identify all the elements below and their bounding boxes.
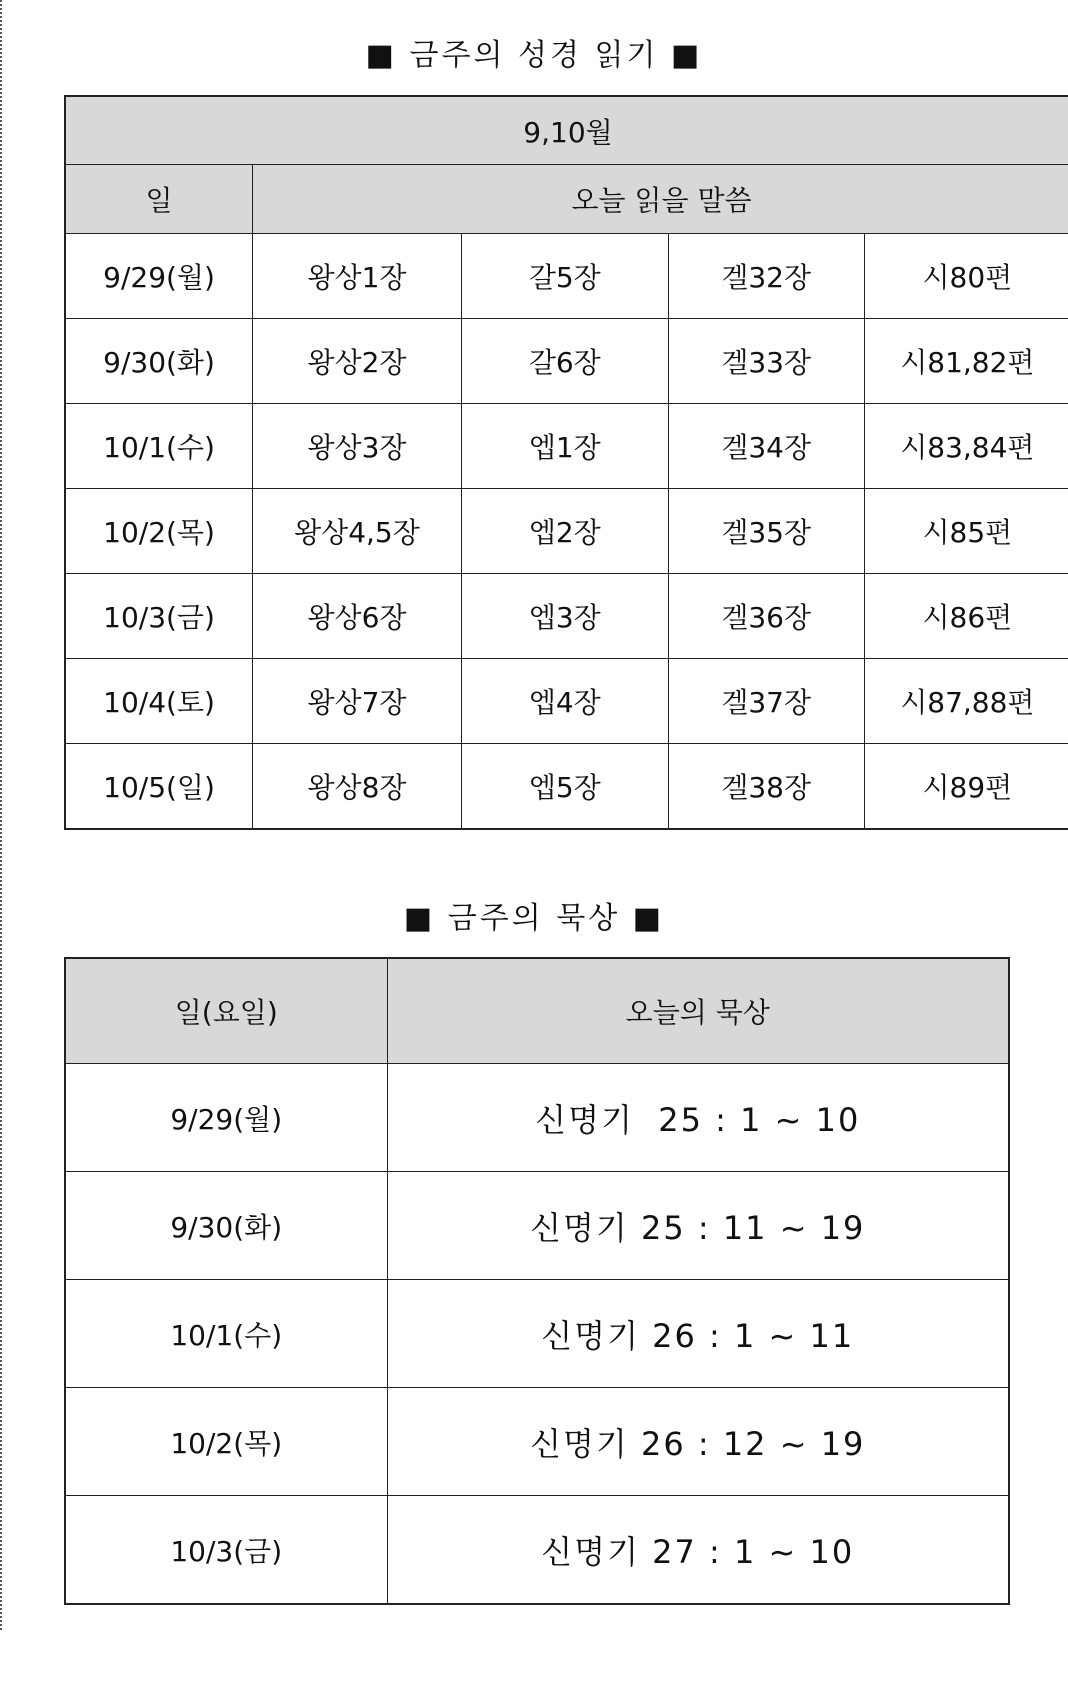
reading-cell: 엡1장 [461, 404, 668, 489]
reading-date: 10/3(금) [65, 574, 253, 659]
meditation-title: ■ 금주의 묵상 ■ [403, 901, 665, 936]
table-row [65, 234, 1068, 319]
meditation-reference: 신명기 25 : 1 ~ 10 [387, 1064, 1009, 1172]
reading-cell: 왕상8장 [253, 744, 462, 830]
meditation-date: 10/3(금) [65, 1496, 387, 1605]
meditation-date: 9/30(화) [65, 1172, 387, 1280]
reading-cell: 시81,82편 [864, 319, 1068, 404]
reading-cell: 엡2장 [461, 489, 668, 574]
meditation-date: 10/2(목) [65, 1388, 387, 1496]
meditation-date: 9/29(월) [65, 1064, 387, 1172]
reading-cell: 시80편 [864, 234, 1068, 319]
table-row [65, 744, 1068, 830]
table-row [65, 1388, 1009, 1496]
reading-cell: 왕상6장 [253, 574, 462, 659]
day-column-header: 일 [65, 165, 253, 234]
reading-date: 10/4(토) [65, 659, 253, 744]
reading-cell: 겔34장 [668, 404, 864, 489]
todays-reading-header: 오늘 읽을 말씀 [253, 165, 1068, 234]
table-row [65, 1172, 1009, 1280]
table-row [65, 1064, 1009, 1172]
reading-cell: 엡5장 [461, 744, 668, 830]
table-row [65, 1280, 1009, 1388]
bible-reading-table [64, 95, 1068, 830]
reading-cell: 시86편 [864, 574, 1068, 659]
reading-cell: 겔35장 [668, 489, 864, 574]
meditation-date: 10/1(수) [65, 1280, 387, 1388]
meditation-reference: 신명기 25 : 11 ~ 19 [387, 1172, 1009, 1280]
day-of-week-header: 일(요일) [65, 958, 387, 1064]
reading-cell: 왕상1장 [253, 234, 462, 319]
reading-plan-title: ■ 금주의 성경 읽기 ■ [365, 38, 703, 73]
reading-cell: 시87,88편 [864, 659, 1068, 744]
table-row [65, 489, 1068, 574]
reading-cell: 겔38장 [668, 744, 864, 830]
reading-cell: 갈6장 [461, 319, 668, 404]
reading-date: 10/1(수) [65, 404, 253, 489]
reading-cell: 겔36장 [668, 574, 864, 659]
reading-cell: 엡4장 [461, 659, 668, 744]
reading-cell: 엡3장 [461, 574, 668, 659]
table-row [65, 574, 1068, 659]
todays-meditation-header: 오늘의 묵상 [387, 958, 1009, 1064]
month-header: 9,10월 [65, 96, 1068, 165]
reading-date: 10/2(목) [65, 489, 253, 574]
reading-cell: 시83,84편 [864, 404, 1068, 489]
reading-cell: 갈5장 [461, 234, 668, 319]
meditation-reference: 신명기 26 : 1 ~ 11 [387, 1280, 1009, 1388]
left-dotted-rule [0, 0, 2, 1630]
table-row [65, 659, 1068, 744]
table-row [65, 1496, 1009, 1605]
reading-date: 9/29(월) [65, 234, 253, 319]
reading-cell: 시89편 [864, 744, 1068, 830]
reading-cell: 왕상2장 [253, 319, 462, 404]
meditation-reference: 신명기 26 : 12 ~ 19 [387, 1388, 1009, 1496]
reading-date: 10/5(일) [65, 744, 253, 830]
meditation-table [64, 957, 1010, 1605]
reading-cell: 시85편 [864, 489, 1068, 574]
reading-cell: 겔37장 [668, 659, 864, 744]
table-row [65, 404, 1068, 489]
reading-cell: 왕상7장 [253, 659, 462, 744]
reading-cell: 겔33장 [668, 319, 864, 404]
meditation-reference: 신명기 27 : 1 ~ 10 [387, 1496, 1009, 1605]
reading-cell: 겔32장 [668, 234, 864, 319]
reading-cell: 왕상3장 [253, 404, 462, 489]
reading-cell: 왕상4,5장 [253, 489, 462, 574]
reading-date: 9/30(화) [65, 319, 253, 404]
table-row [65, 319, 1068, 404]
